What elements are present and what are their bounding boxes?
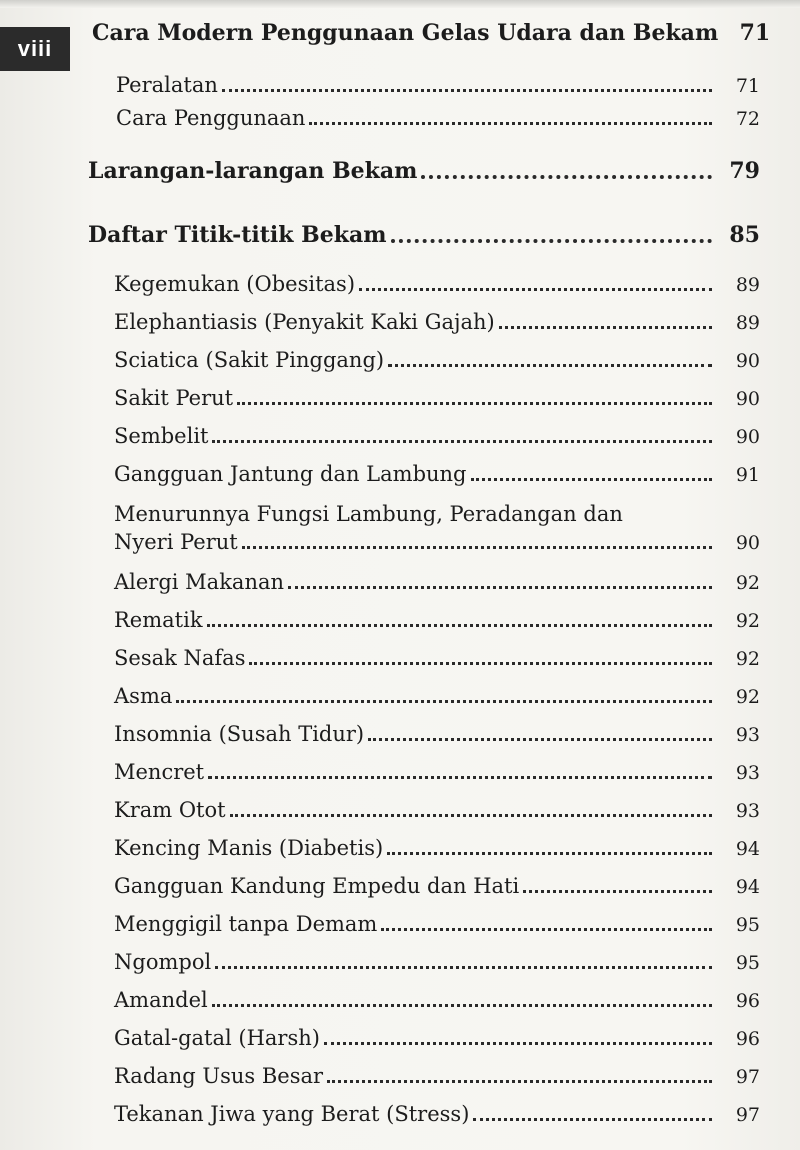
toc-entry-page: 91 [735, 464, 760, 486]
leader-dots [212, 440, 712, 443]
leader-dots [387, 852, 712, 855]
toc-entry-title: Cara Modern Penggunaan Gelas Udara dan Bekam [92, 20, 719, 46]
toc-entry[interactable] [114, 760, 760, 784]
toc-entry[interactable] [114, 348, 760, 372]
toc-entry-title: Amandel [114, 988, 208, 1012]
leader-dots [230, 814, 712, 817]
toc-entry-page: 93 [735, 724, 760, 746]
leader-dots [208, 776, 712, 779]
toc-entry-title: Sakit Perut [114, 386, 234, 410]
leader-dots [471, 478, 713, 481]
toc-entry-title: Gatal-gatal (Harsh) [114, 1026, 320, 1050]
toc-entry[interactable] [114, 912, 760, 936]
leader-dots [288, 586, 712, 589]
toc-entry[interactable] [114, 1102, 760, 1126]
toc-entry-page: 90 [735, 350, 760, 372]
leader-dots [381, 928, 712, 931]
leader-dots [421, 175, 712, 179]
toc-entry[interactable] [114, 310, 760, 334]
toc-entry-page: 72 [735, 108, 760, 130]
toc-entry[interactable] [114, 608, 760, 632]
toc-entry-title: Kram Otot [114, 798, 226, 822]
toc-entry[interactable] [88, 222, 760, 248]
toc-entry-page: 96 [735, 1028, 760, 1050]
toc-entry[interactable] [114, 798, 760, 822]
leader-dots [473, 1118, 712, 1121]
toc-entry-page: 92 [735, 610, 760, 632]
toc-entry-page: 92 [735, 686, 760, 708]
toc-entry-page: 93 [735, 762, 760, 784]
leader-dots [388, 364, 712, 367]
toc-entry-title: Kegemukan (Obesitas) [114, 272, 356, 296]
toc-entry-page: 94 [735, 876, 760, 898]
toc-entry-title: Asma [114, 684, 173, 708]
toc-entry[interactable] [114, 874, 760, 898]
toc-entry-page: 93 [735, 800, 760, 822]
toc-entry[interactable] [114, 722, 760, 746]
toc-entry-title: Kencing Manis (Diabetis) [114, 836, 384, 860]
toc-entry[interactable] [114, 646, 760, 670]
toc-entry[interactable] [114, 836, 760, 860]
toc-entry[interactable] [114, 950, 760, 974]
toc-entry[interactable] [114, 530, 760, 554]
toc-entry[interactable] [114, 272, 760, 296]
toc-entry[interactable] [114, 988, 760, 1012]
toc-entry[interactable] [114, 462, 760, 486]
page-number-badge: viii [0, 27, 70, 71]
toc-entry-page: 96 [735, 990, 760, 1012]
leader-dots [391, 239, 712, 243]
toc-entry-title: Tekanan Jiwa yang Berat (Stress) [114, 1102, 470, 1126]
leader-dots [222, 89, 712, 92]
toc-entry[interactable] [114, 424, 760, 448]
toc-entry-title: Insomnia (Susah Tidur) [114, 722, 365, 746]
leader-dots [523, 890, 712, 893]
leader-dots [237, 402, 712, 405]
toc-entry[interactable] [114, 570, 760, 594]
leader-dots [368, 738, 712, 741]
toc-entry-page: 90 [735, 532, 760, 554]
toc-entry-page: 89 [735, 274, 760, 296]
toc-entry-page: 85 [729, 222, 760, 248]
toc-entry-page: 71 [739, 20, 771, 46]
toc-entry-title: Daftar Titik-titik Bekam [88, 222, 387, 248]
toc-entry-page: 90 [735, 388, 760, 410]
toc-entry-page: 92 [735, 648, 760, 670]
leader-dots [327, 1080, 712, 1083]
toc-entry-title: Cara Penggunaan [116, 106, 306, 130]
toc-entry-page: 92 [735, 572, 760, 594]
toc-entry-page: 97 [735, 1066, 760, 1088]
leader-dots [324, 1042, 712, 1045]
leader-dots [207, 624, 712, 627]
leader-dots [499, 326, 712, 329]
toc-entry-title: Sembelit [114, 424, 209, 448]
toc-entry[interactable] [114, 1026, 760, 1050]
toc-entry-title: Alergi Makanan [114, 570, 285, 594]
toc-entry-title: Menggigil tanpa Demam [114, 912, 378, 936]
toc-entry-page: 95 [735, 952, 760, 974]
toc-entry-title: Radang Usus Besar [114, 1064, 324, 1088]
toc-entry-page: 90 [735, 426, 760, 448]
toc-entry-page: 71 [735, 75, 760, 97]
toc-entry-title: Rematik [114, 608, 203, 632]
toc-entry-page: 97 [735, 1104, 760, 1126]
toc-entry-title: Gangguan Kandung Empedu dan Hati [114, 874, 520, 898]
toc-entry-title: Elephantiasis (Penyakit Kaki Gajah) [114, 310, 495, 334]
leader-dots [309, 122, 712, 125]
page-top-edge [0, 0, 800, 8]
toc-entry-title-line1: Menurunnya Fungsi Lambung, Peradangan dan [114, 502, 623, 526]
leader-dots [212, 1004, 712, 1007]
toc-entry[interactable] [114, 1064, 760, 1088]
toc-entry-title: Larangan-larangan Bekam [88, 158, 418, 184]
toc-entry-title: Peralatan [116, 73, 218, 97]
toc-entry[interactable] [114, 386, 760, 410]
toc-entry-title: Ngompol [114, 950, 212, 974]
leader-dots [249, 662, 712, 665]
leader-dots [242, 546, 712, 549]
toc-entry-title: Gangguan Jantung dan Lambung [114, 462, 467, 486]
leader-dots [176, 700, 712, 703]
toc-entry[interactable] [116, 106, 760, 130]
toc-entry-title: Mencret [114, 760, 205, 784]
leader-dots [359, 288, 712, 291]
toc-entry[interactable] [116, 73, 760, 97]
toc-entry[interactable] [92, 20, 771, 46]
leader-dots [215, 966, 712, 969]
toc-entry[interactable] [88, 158, 760, 184]
toc-entry-page: 95 [735, 914, 760, 936]
toc-entry-title: Sesak Nafas [114, 646, 246, 670]
toc-entry-page: 89 [735, 312, 760, 334]
toc-entry-title: Nyeri Perut [114, 530, 238, 554]
toc-entry-page: 79 [729, 158, 760, 184]
toc-entry[interactable] [114, 684, 760, 708]
toc-entry-page: 94 [735, 838, 760, 860]
toc-entry-title: Sciatica (Sakit Pinggang) [114, 348, 385, 372]
